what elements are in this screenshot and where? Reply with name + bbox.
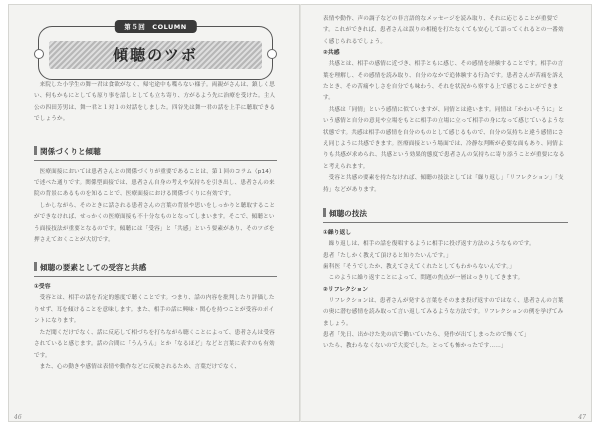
paragraph: 医療面接においては患者さんとの関係づくりが重要であることは、第１回のコラム（p14）で述べた通りです。関係型面接では、患者さん自身の考えや気持ちを引き出し、患者さんの来院の背景にあるものを知ることで、医療面接における関係づくりに有効です。 (34, 168, 275, 198)
paragraph: また、心の動きや感情は表情や動作などに反映されるため、言葉だけでなく、 (39, 363, 241, 370)
paragraph: 共感は「同情」という感情に似ていますが、同情とは違います。同情は「かわいそうに」という感情と自分の意見や立場をもとに相手の立場に立って相手の身になって感じているような状態です。共感は相手の感情を自分のものとして感じるもので、自分の気持ちと違う感情にさえ同じように共感できます。医療面接という場面では、冷静な判断が必要な面もあり、同情よりも共感が求められ、共感という効果的態度で患者さんの気持ちに寄り添うことが重要になると考えられます。 (323, 106, 565, 170)
subheading-acceptance: ①受容 (34, 284, 51, 291)
paragraph: 表情や動作、声の調子などの非言語的なメッセージを読み取り、それに応じることが重要です。これができれば、患者さんは誤りの相槌を打たなくても安心して語ってくれるとの一番効く感じられるでしょう。 (323, 16, 564, 45)
paragraph: 受容と共感の要素を持たなければ、傾聴の技法としては「繰り返し」「リフレクション」「支持」などがあります。 (323, 175, 564, 193)
subheading-repetition: ①繰り返し (323, 230, 352, 237)
page-number-right: 47 (578, 414, 586, 421)
right-page (301, 4, 592, 422)
section-heading-relationship: 関係づくりと傾聴 (34, 146, 277, 161)
subheading-reflection: ②リフレクション (323, 286, 369, 293)
page-number-left: 46 (14, 414, 22, 421)
section-heading-acceptance-empathy: 傾聴の要素としての受容と共感 (34, 262, 277, 277)
paragraph: 繰り返しは、相手の話を復唱するように相手に投げ返す方法のようなものです。 (328, 241, 535, 248)
dialogue-line: 歯科医「そうでしたか、教えてさえてくれたとしてもわからないんです。」 (323, 263, 516, 270)
column-tag: 第５回 COLUMN (114, 20, 196, 33)
paragraph: リフレクションは、患者さんが発する言葉をそのまま投げ返すのではなく、患者さんの言葉の奥に潜む感情を読み取って言い返してみるような方法です。リフレクションの例を挙げてみましょう。 (323, 297, 564, 327)
paragraph: 共感とは、相手の感情に近づき、相手ともに感じ、その感情を経験することです。相手の言葉を理解し、その感情を読み取り、自分のなかで追体験する行為です。患者さんが苦痛を訴えたとき、その苦痛やしさを自分でも味わう、それを状況から察する上で感じることができます。 (323, 61, 564, 102)
column-title: 傾聴のツボ (113, 46, 198, 64)
intro-paragraph: 来院した小学生の舞一君は食欲がなく、帰宅途中も喋らない様子。両親がさんは、鎮しく思い、何もかもにとしても原り事を話しとしても立ち寄り、方がるよう先に治療を受けた。主人公の四田芳男は、舞一君と１対１の対話をしました。四谷先は舞一君の話を上手に聴取できるでしょうか。 (34, 82, 276, 123)
section-heading-techniques: 傾聴の技法 (323, 208, 568, 223)
dialogue-line: 患者「先日、出かけた先の店で働いていたら、発作が出てしまったので怖くて」 (323, 331, 530, 338)
paragraph: しかしながら、そのときに話される患者さんの言葉の背景や思いをしっかりと聴取することができなければ、せっかくの医療面接も不十分なものとなってしまいます。そこで、傾聴という面接技法が重要となるのです。傾聴には「受容」と「共感」という要素があり、そのツボを押さえておくことが大切です。 (34, 202, 276, 244)
paragraph: ただ聞くだけでなく、話に反応して相づちを打ちながら聴くことによって、患者さんは受容されていると感じます。話の合間に「うんうん」とか「なるほど」などと言葉に表すのも有効です。 (34, 329, 275, 359)
column-banner (38, 23, 273, 80)
subheading-empathy: ②共感 (323, 50, 340, 57)
dialogue-line: いたら、教わらなくないので大変でした。とっても怖かったです……」 (323, 343, 507, 350)
dialogue-line: 患者「たしかく教えて頂けると知りたいんです。」 (323, 252, 452, 259)
paragraph: このように繰り返すことによって、問題の焦点が一層はっきりしてきます。 (328, 275, 524, 282)
paragraph: 受容とは、相手の話を否定的態度で聴くことです。つまり、話の内容を批判したり評価したりせず、耳を傾けることを意味します。また、相手の話に興味・関心を持つことが受容のポイントになります。 (34, 295, 275, 325)
left-page (8, 4, 299, 422)
